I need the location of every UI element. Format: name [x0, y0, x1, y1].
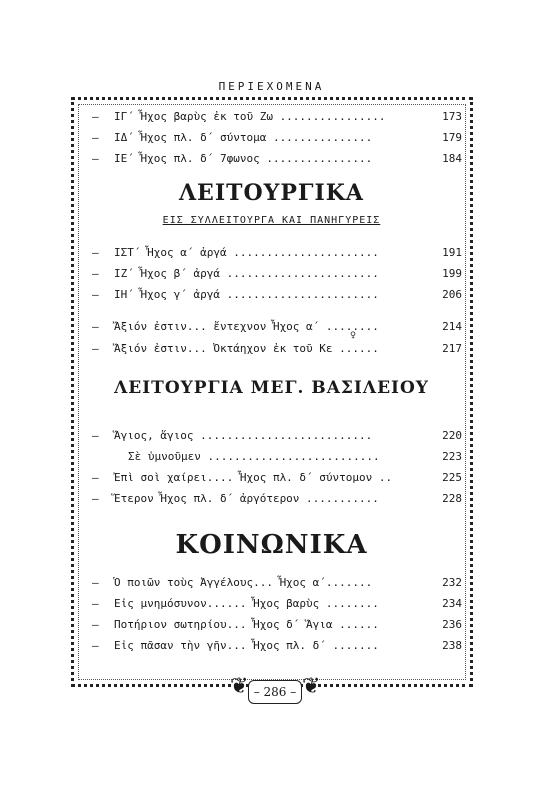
entry-page: 179 — [442, 131, 462, 144]
entry-dash: – — [92, 576, 99, 589]
entry-page: 232 — [442, 576, 462, 589]
neume-symbol-icon: ♀ — [350, 330, 357, 341]
entry-text: Ποτήριον σωτηρίου... Ἦχος δ΄ Ἅγια ...... — [114, 618, 379, 631]
entry-text: ΙΕ΄ Ἦχος πλ. δ΄ 7φωνος ................ — [114, 152, 373, 165]
toc-entry — [92, 129, 462, 147]
entry-dash: – — [92, 152, 99, 165]
entry-page: 238 — [442, 639, 462, 652]
toc-entry — [92, 469, 462, 487]
entry-dash: – — [92, 618, 99, 631]
entry-dash: – — [92, 110, 99, 123]
entry-text: ΙΖ΄ Ἦχος β΄ ἀργά ....................... — [114, 267, 379, 280]
entry-dash: – — [92, 429, 99, 442]
entry-page: 236 — [442, 618, 462, 631]
toc-entry — [92, 427, 462, 445]
entry-page: 199 — [442, 267, 462, 280]
entry-text: Ἄξιόν ἐστιν... ἔντεχνον Ἦχος α΄ ........ — [114, 320, 379, 333]
entry-dash: – — [92, 288, 99, 301]
entry-page: 191 — [442, 246, 462, 259]
page-title: ΠΕΡΙΕΧΟΜΕΝΑ — [218, 80, 325, 93]
section-title-leitourgika: ΛΕΙΤΟΥΡΓΙΚΑ — [178, 180, 364, 206]
flourish-left-icon: ❦ — [230, 674, 249, 699]
toc-entry — [92, 574, 462, 592]
entry-text: Ὁ ποιῶν τοὺς Ἀγγέλους... Ἦχος α΄....... — [114, 576, 373, 589]
entry-dash: – — [92, 246, 99, 259]
entry-page: 173 — [442, 110, 462, 123]
section-subtitle — [0, 215, 543, 226]
toc-entry — [92, 616, 462, 634]
entry-page: 206 — [442, 288, 462, 301]
entry-text: Εἰς πᾶσαν τὴν γῆν... Ἦχος πλ. δ΄ ....... — [114, 639, 379, 652]
entry-dash: – — [92, 267, 99, 280]
toc-entry — [92, 340, 462, 358]
entry-page: 225 — [442, 471, 462, 484]
entry-text: Ἕτερον Ἦχος πλ. δ΄ ἀργότερον ........... — [114, 492, 379, 505]
entry-text: Σὲ ὑμνοῦμεν .......................... — [128, 450, 380, 463]
toc-entry — [92, 490, 462, 508]
toc-entry — [92, 595, 462, 613]
entry-text: ΙΔ΄ Ἦχος πλ. δ΄ σύντομα ............... — [114, 131, 373, 144]
entry-page: 228 — [442, 492, 462, 505]
entry-dash: – — [92, 320, 99, 333]
toc-entry — [92, 265, 462, 283]
toc-entry — [92, 318, 462, 336]
page-number: – 286 – — [248, 680, 302, 704]
entry-text: ΙΓ΄ Ἦχος βαρὺς ἐκ τοῦ Ζω ................ — [114, 110, 386, 123]
toc-entry — [92, 244, 462, 262]
entry-page: 184 — [442, 152, 462, 165]
entry-page: 217 — [442, 342, 462, 355]
entry-dash: – — [92, 639, 99, 652]
entry-dash: – — [92, 131, 99, 144]
section-title-koinonika: ΚΟΙΝΩΝΙΚΑ — [175, 530, 368, 560]
entry-text: Ἐπὶ σοὶ χαίρει.... Ἦχος πλ. δ΄ σύντομον .. — [114, 471, 393, 484]
entry-text: Ἅγιος, ἅγιος .......................... — [114, 429, 373, 442]
entry-page: 220 — [442, 429, 462, 442]
entry-dash: – — [92, 597, 99, 610]
entry-dash: – — [92, 342, 99, 355]
toc-entry — [92, 286, 462, 304]
entry-text: Εἰς μνημόσυνον...... Ἦχος βαρὺς ........ — [114, 597, 379, 610]
toc-entry — [92, 108, 462, 126]
entry-dash: – — [92, 492, 99, 505]
toc-entry — [92, 150, 462, 168]
entry-text: ΙΣΤ΄ Ἦχος α΄ ἀργά ...................... — [114, 246, 379, 259]
section-title-leitourgia-vasileiou: ΛΕΙΤΟΥΡΓΙΑ ΜΕΓ. ΒΑΣΙΛΕΙΟΥ — [114, 378, 429, 398]
entry-text: Ἄξιόν ἐστιν... Ὀκτάηχον ἐκ τοῦ Κε ...... — [114, 342, 379, 355]
entry-page: 234 — [442, 597, 462, 610]
entry-page: 223 — [442, 450, 462, 463]
entry-dash: – — [92, 471, 99, 484]
flourish-right-icon: ❦ — [302, 674, 321, 699]
section-subtitle-text: ΕΙΣ ΣΥΛΛΕΙΤΟΥΡΓΑ ΚΑΙ ΠΑΝΗΓΥΡΕΙΣ — [162, 215, 381, 226]
toc-entry — [92, 637, 462, 655]
entry-page: 214 — [442, 320, 462, 333]
toc-entry — [92, 448, 462, 466]
entry-text: ΙΗ΄ Ἦχος γ΄ ἀργά ....................... — [114, 288, 379, 301]
